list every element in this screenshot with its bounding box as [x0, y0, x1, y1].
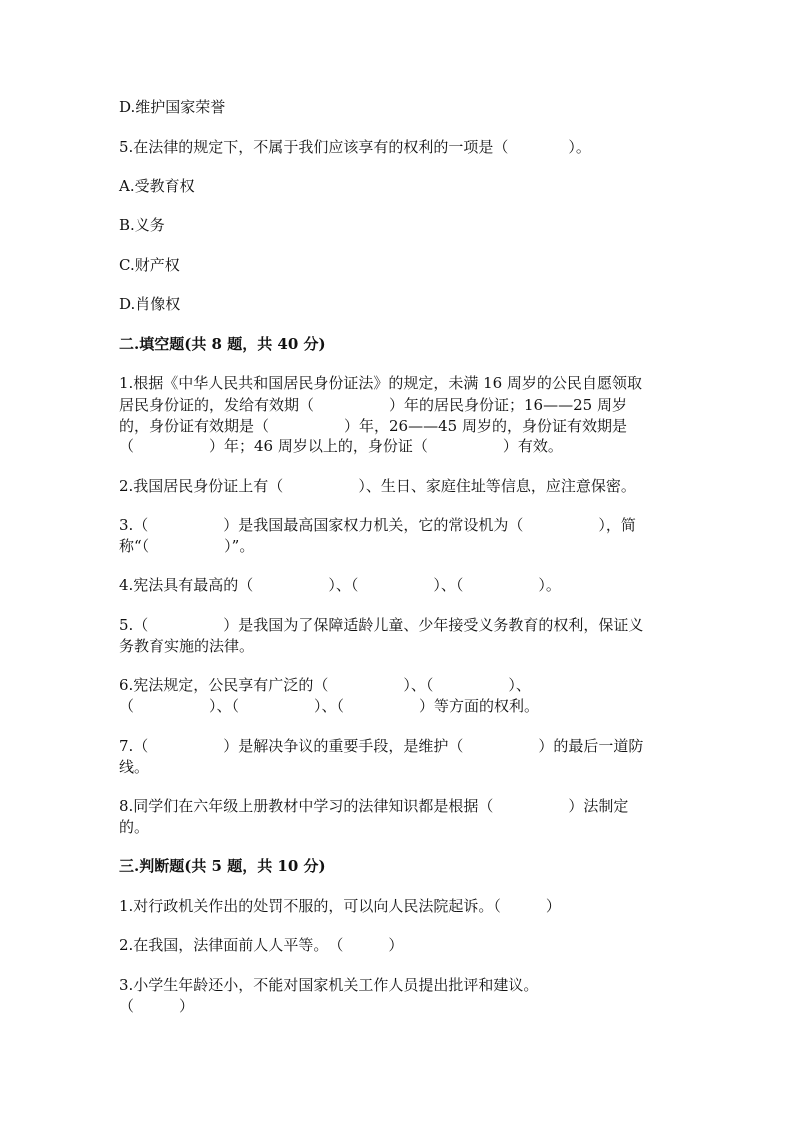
- q5-option-b: B.义务: [119, 216, 165, 234]
- fill-q4-line-1: 4.宪法具有最高的（ ）、（ ）、（ ）。: [119, 576, 561, 594]
- tf-q3-line-1: 3.小学生年龄还小，不能对国家机关工作人员提出批评和建议。: [119, 976, 539, 994]
- tf-q3-line-2: （ ）: [119, 997, 195, 1015]
- q5-option-c: C.财产权: [119, 256, 180, 274]
- fill-q8-line-2: 的。: [119, 818, 150, 836]
- section-heading-fill-blank: 二.填空题(共 8 题，共 40 分): [119, 335, 326, 353]
- fill-q1-line-2: 居民身份证的，发给有效期（ ）年的居民身份证；16——25 周岁: [119, 396, 627, 414]
- fill-q6-line-1: 6.宪法规定，公民享有广泛的（ ）、（ ）、: [119, 676, 531, 694]
- fill-q7-line-2: 线。: [119, 758, 150, 776]
- fill-q8-line-1: 8.同学们在六年级上册教材中学习的法律知识都是根据（ ）法制定: [119, 797, 629, 815]
- fill-q1-line-1: 1.根据《中华人民共和国居民身份证法》的规定，未满 16 周岁的公民自愿领取: [119, 374, 642, 392]
- fill-q5-line-1: 5.（ ）是我国为了保障适龄儿童、少年接受义务教育的权利，保证义: [119, 616, 644, 634]
- fill-q3-line-1: 3.（ ）是我国最高国家权力机关，它的常设机为（ ），简: [119, 516, 636, 534]
- section-heading-true-false: 三.判断题(共 5 题，共 10 分): [119, 857, 326, 875]
- fill-q1-line-4: （ ）年；46 周岁以上的，身份证（ ）有效。: [119, 437, 563, 455]
- fill-q2-line-1: 2.我国居民身份证上有（ ）、生日、家庭住址等信息，应注意保密。: [119, 477, 636, 495]
- fill-q7-line-1: 7.（ ）是解决争议的重要手段，是维护（ ）的最后一道防: [119, 737, 644, 755]
- fill-q1-line-3: 的，身份证有效期是（ ）年，26——45 周岁的，身份证有效期是: [119, 417, 627, 435]
- tf-q2-line-1: 2.在我国，法律面前人人平等。 （ ）: [119, 936, 404, 954]
- q5-option-d: D.肖像权: [119, 295, 181, 313]
- tf-q1-line-1: 1.对行政机关作出的处罚不服的，可以向人民法院起诉。（ ）: [119, 897, 561, 915]
- fill-q3-line-2: 称“（ ）”。: [119, 537, 255, 555]
- fill-q6-line-2: （ ）、（ ）、（ ）等方面的权利。: [119, 697, 540, 715]
- fill-q5-line-2: 务教育实施的法律。: [119, 637, 255, 655]
- q4-option-d: D.维护国家荣誉: [119, 98, 226, 116]
- q5-stem: 5.在法律的规定下，不属于我们应该享有的权利的一项是（ ）。: [119, 138, 591, 156]
- q5-option-a: A.受教育权: [119, 177, 195, 195]
